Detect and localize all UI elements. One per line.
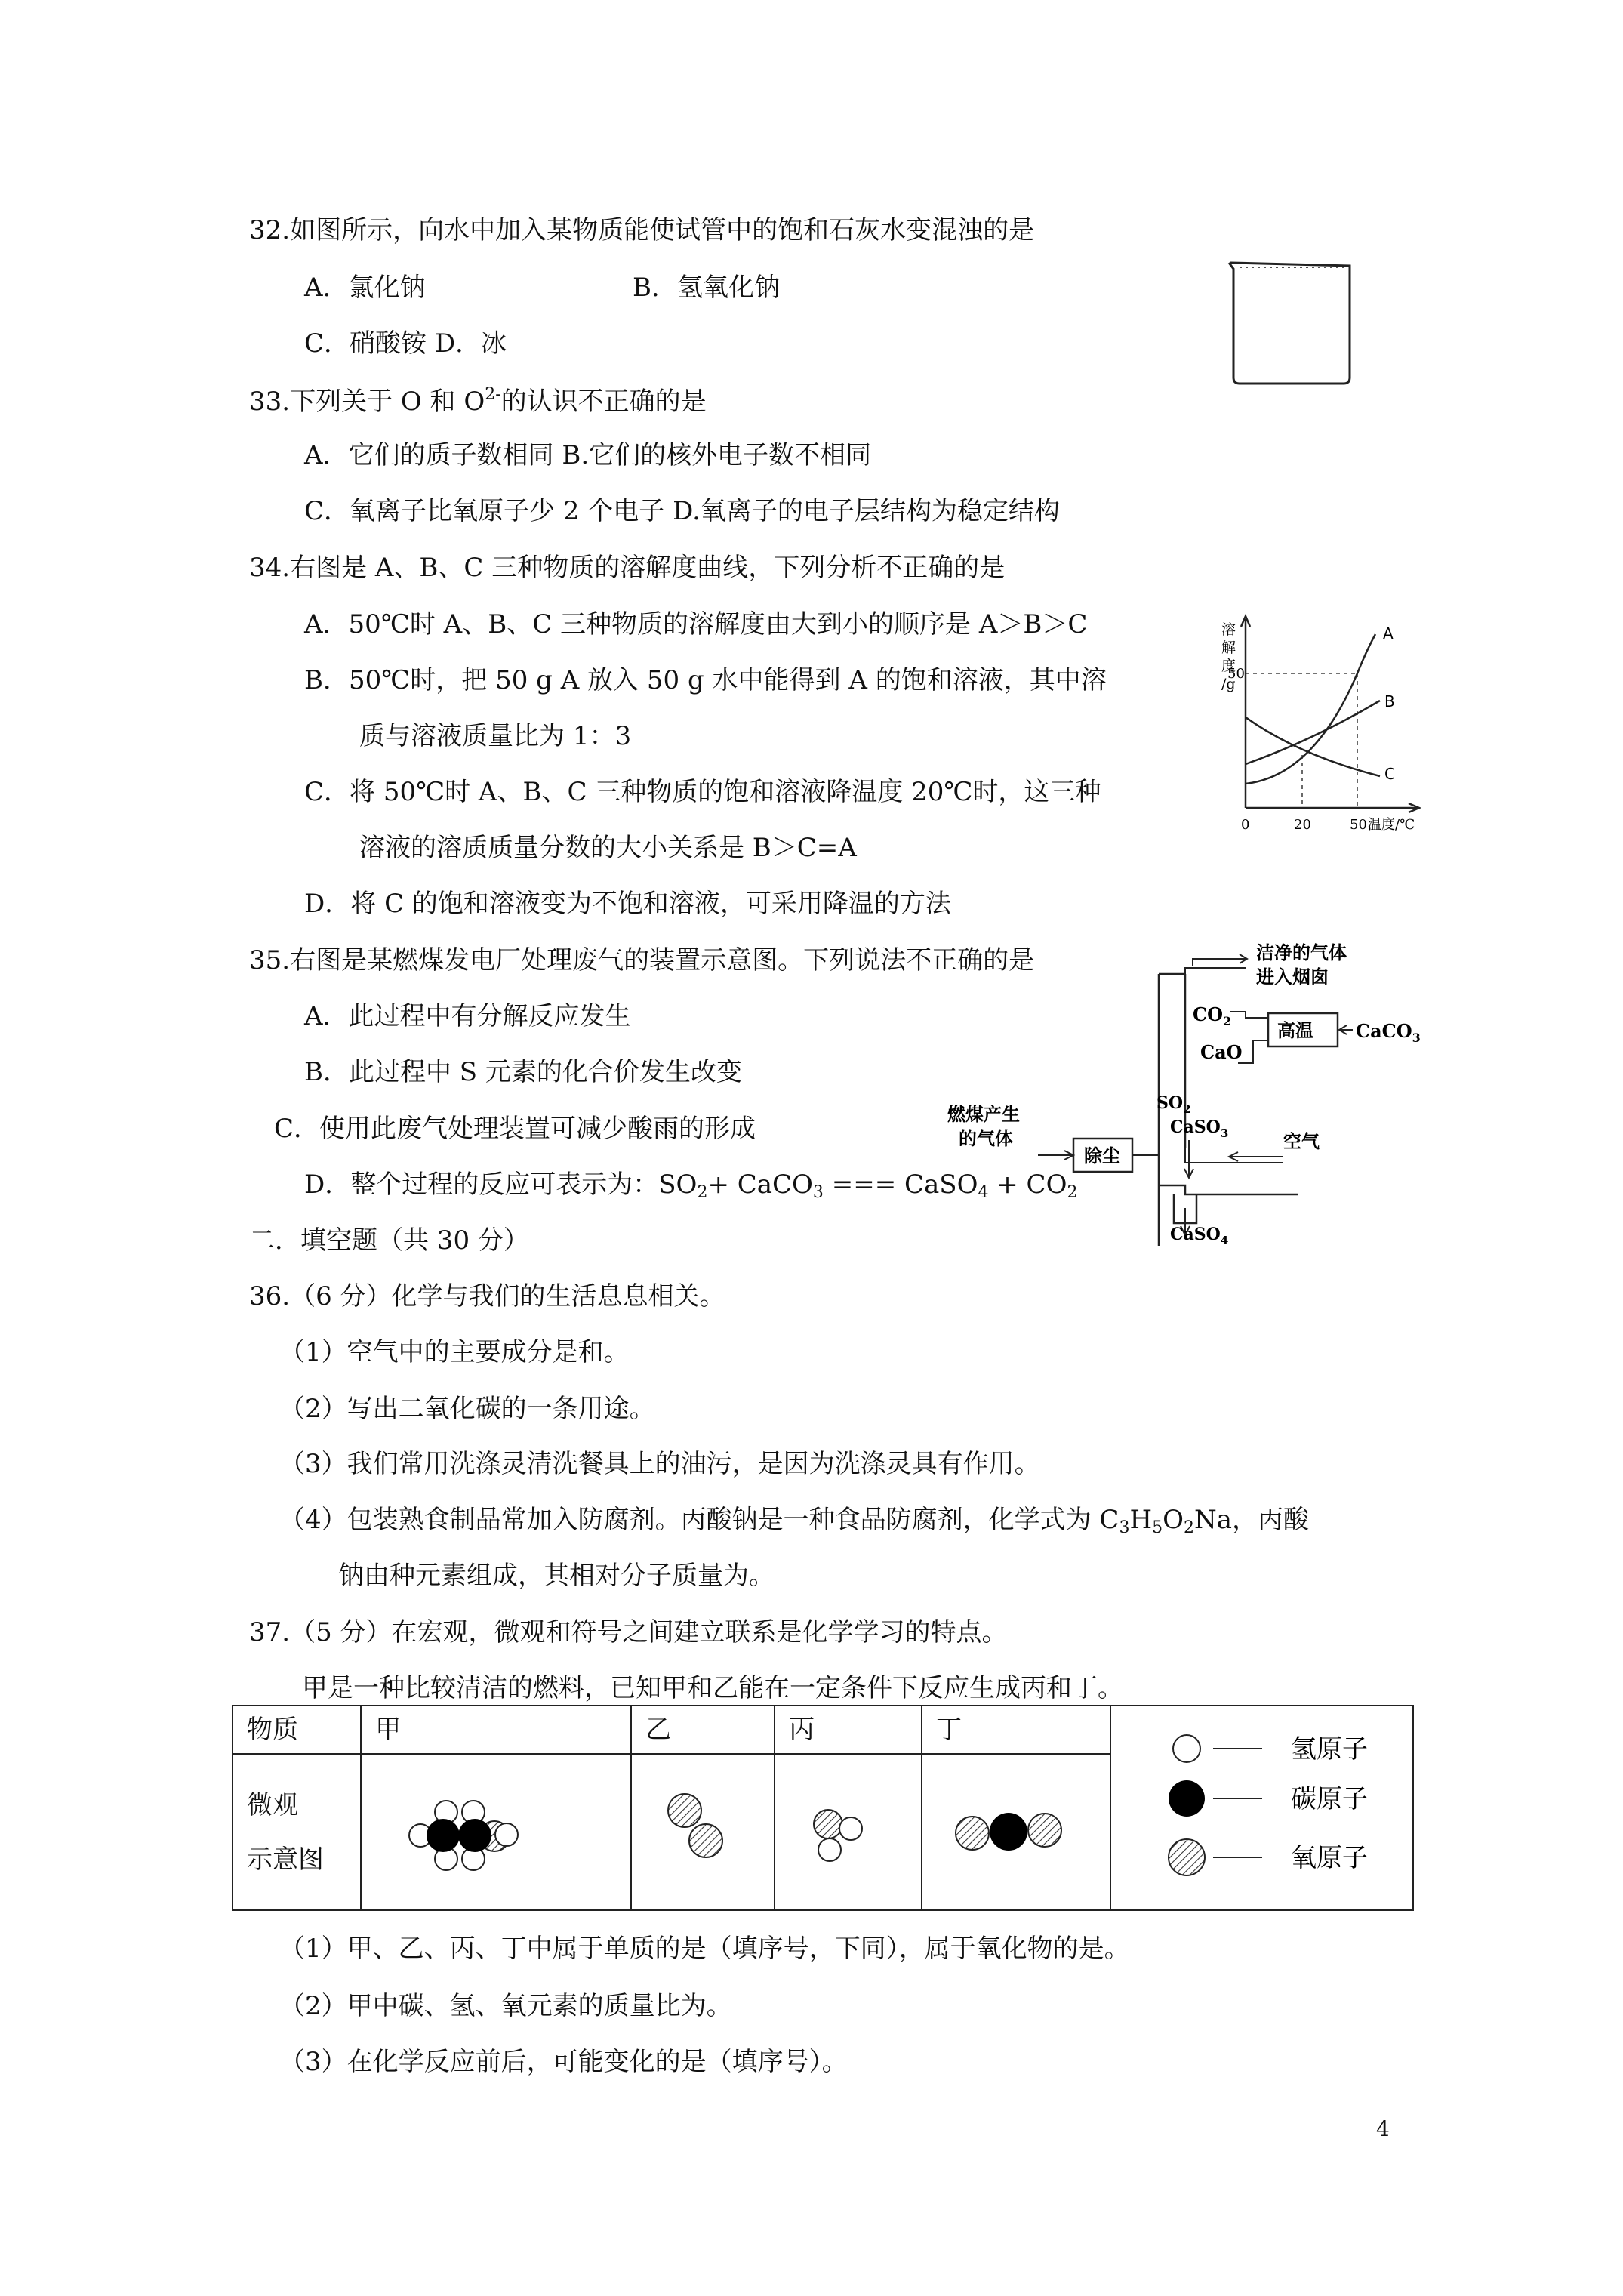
molecule-bing-cell xyxy=(775,1754,922,1910)
header-bing: 丙 xyxy=(775,1706,922,1754)
legend-hydrogen: 氢原子 xyxy=(1290,1734,1368,1764)
q33-stem: 33.下列关于 O 和 $O^{2-}$的认识不正确的是 xyxy=(249,385,707,417)
molecule-yi-cell xyxy=(631,1754,775,1910)
molecule-bing-icon xyxy=(775,1756,919,1908)
curve-label-b: B xyxy=(1384,692,1395,710)
q37-part-1: （1）甲、乙、丙、丁中属于单质的是（填序号，下同），属于氧化物的是。 xyxy=(279,1934,1130,1964)
x-axis-label: 温度/℃ xyxy=(1368,817,1415,833)
molecule-jia-cell xyxy=(361,1754,631,1910)
curve-a xyxy=(1246,634,1375,784)
molecule-yi-icon xyxy=(632,1756,772,1908)
q36-part-2: （2）写出二氧化碳的一条用途。 xyxy=(279,1394,655,1424)
curve-label-a: A xyxy=(1383,624,1394,643)
y-tick-50: 50 xyxy=(1227,666,1245,682)
q37-part-3: （3）在化学反应前后，可能变化的是（填序号）。 xyxy=(279,2047,848,2077)
x-tick-0: 0 xyxy=(1241,817,1250,833)
legend-cell xyxy=(1110,1706,1413,1910)
coal-gas-label-1: 燃煤产生 xyxy=(947,1103,1020,1125)
legend-oxygen: 氧原子 xyxy=(1290,1843,1368,1873)
q34-stem: 34.右图是 A、B、C 三种物质的溶解度曲线，下列分析不正确的是 xyxy=(249,553,1006,583)
row-label-micro: 微观 示意图 xyxy=(233,1754,361,1910)
q36-part-4-line2: 钠由种元素组成，其相对分子质量为。 xyxy=(338,1561,775,1591)
q33-option-cd: C．氧离子比氧原子少 2 个电子 D.氧离子的电子层结构为稳定结构 xyxy=(304,496,1060,526)
q35-stem: 35.右图是某燃煤发电厂处理废气的装置示意图。下列说法不正确的是 xyxy=(249,945,1035,975)
q36-part-1: （1）空气中的主要成分是和。 xyxy=(279,1337,630,1367)
coal-gas-label-2: 的气体 xyxy=(959,1127,1013,1149)
q32-option-cd: C．硝酸铵 D．冰 xyxy=(304,328,507,359)
q35-option-d: D．整个过程的反应可表示为：$SO_2+$ CaCO$_3$ === CaSO$_4$ + $CO_2$ xyxy=(304,1170,1078,1202)
q34-option-b-line1: B．50℃时，把 50 g A 放入 50 g 水中能得到 A 的饱和溶液，其中溶 xyxy=(304,665,1107,695)
y-label-char-2: 解 xyxy=(1221,639,1236,656)
solubility-curve-figure xyxy=(1185,604,1427,846)
header-ding: 丁 xyxy=(922,1706,1110,1754)
q36-part-3: （3）我们常用洗涤灵清洗餐具上的油污，是因为洗涤灵具有作用。 xyxy=(279,1449,1040,1479)
q32-option-b: B．氢氧化钠 xyxy=(633,273,780,303)
atom-legend xyxy=(1111,1706,1411,1909)
q35-option-c: C．使用此废气处理装置可减少酸雨的形成 xyxy=(274,1114,756,1144)
y-label-char-4: /g xyxy=(1221,676,1236,692)
co2-label: $CO_2$ xyxy=(1193,1003,1232,1028)
flue-gas-diagram xyxy=(944,936,1434,1246)
molecule-ding-cell xyxy=(922,1754,1110,1910)
q34-option-a: A．50℃时 A、B、C 三种物质的溶解度由大到小的顺序是 A＞B＞C xyxy=(304,609,1088,639)
q37-stem: 37.（5 分）在宏观，微观和符号之间建立联系是化学学习的特点。 xyxy=(249,1617,1008,1647)
page-number: 4 xyxy=(1376,2116,1390,2141)
q35-option-a: A．此过程中有分解反应发生 xyxy=(304,1001,631,1031)
q32-stem: 32.如图所示，向水中加入某物质能使试管中的饱和石灰水变混浊的是 xyxy=(249,215,1035,245)
y-label-char-3: 度 xyxy=(1221,658,1236,674)
caco3-label: CaCO$_3$ xyxy=(1356,1020,1421,1045)
header-substance: 物质 xyxy=(233,1706,361,1754)
molecule-ding-icon xyxy=(922,1756,1108,1908)
q36-part-4-line1: （4）包装熟食制品常加入防腐剂。丙酸钠是一种食品防腐剂，化学式为 $C_3H_5O_2Na$，丙酸 xyxy=(279,1505,1310,1537)
q33-option-ab: A．它们的质子数相同 B.它们的核外电子数不相同 xyxy=(304,440,872,470)
beaker-figure xyxy=(1224,257,1360,389)
x-tick-20: 20 xyxy=(1294,817,1311,833)
clean-gas-label-2: 进入烟囱 xyxy=(1256,966,1329,988)
q37-intro: 甲是一种比较清洁的燃料，已知甲和乙能在一定条件下反应生成丙和丁。 xyxy=(302,1673,1123,1703)
curve-label-c: C xyxy=(1384,765,1395,783)
legend-carbon: 碳原子 xyxy=(1290,1784,1368,1814)
q36-stem: 36.（6 分）化学与我们的生活息息相关。 xyxy=(249,1281,725,1311)
y-label-char-1: 溶 xyxy=(1221,621,1236,638)
molecule-jia-icon xyxy=(362,1756,629,1908)
carbon-atom-icon xyxy=(1169,1780,1205,1817)
air-label: 空气 xyxy=(1283,1130,1320,1152)
cao-label: CaO xyxy=(1200,1041,1243,1063)
high-temp-label: 高温 xyxy=(1277,1019,1313,1041)
caso4-label: CaSO$_4$ xyxy=(1170,1225,1229,1246)
q34-option-b-line2: 质与溶液质量比为 1：3 xyxy=(359,721,632,751)
particle-table xyxy=(232,1705,1414,1911)
so2-label: $SO_2$ xyxy=(1156,1093,1191,1116)
clean-gas-label-1: 洁净的气体 xyxy=(1256,942,1347,963)
q32-option-a: A．氯化钠 xyxy=(304,273,426,303)
q34-option-d: D．将 C 的饱和溶液变为不饱和溶液，可采用降温的方法 xyxy=(304,889,951,919)
q37-part-2: （2）甲中碳、氢、氧元素的质量比为。 xyxy=(279,1991,732,2021)
q35-option-b: B．此过程中 S 元素的化合价发生改变 xyxy=(304,1057,742,1087)
oxygen-atom-icon xyxy=(1169,1839,1205,1875)
header-yi: 乙 xyxy=(631,1706,775,1754)
q34-option-c-line1: C．将 50℃时 A、B、C 三种物质的饱和溶液降温度 20℃时，这三种 xyxy=(304,777,1101,807)
x-tick-50: 50 xyxy=(1350,817,1367,833)
hydrogen-atom-icon xyxy=(1173,1735,1200,1762)
header-jia: 甲 xyxy=(361,1706,631,1754)
dust-removal-label: 除尘 xyxy=(1084,1145,1120,1166)
section-2-heading: 二．填空题（共 30 分） xyxy=(249,1225,529,1256)
q34-option-c-line2: 溶液的溶质质量分数的大小关系是 B＞C=A xyxy=(359,833,857,863)
caso3-label: CaSO$_3$ xyxy=(1170,1117,1229,1140)
